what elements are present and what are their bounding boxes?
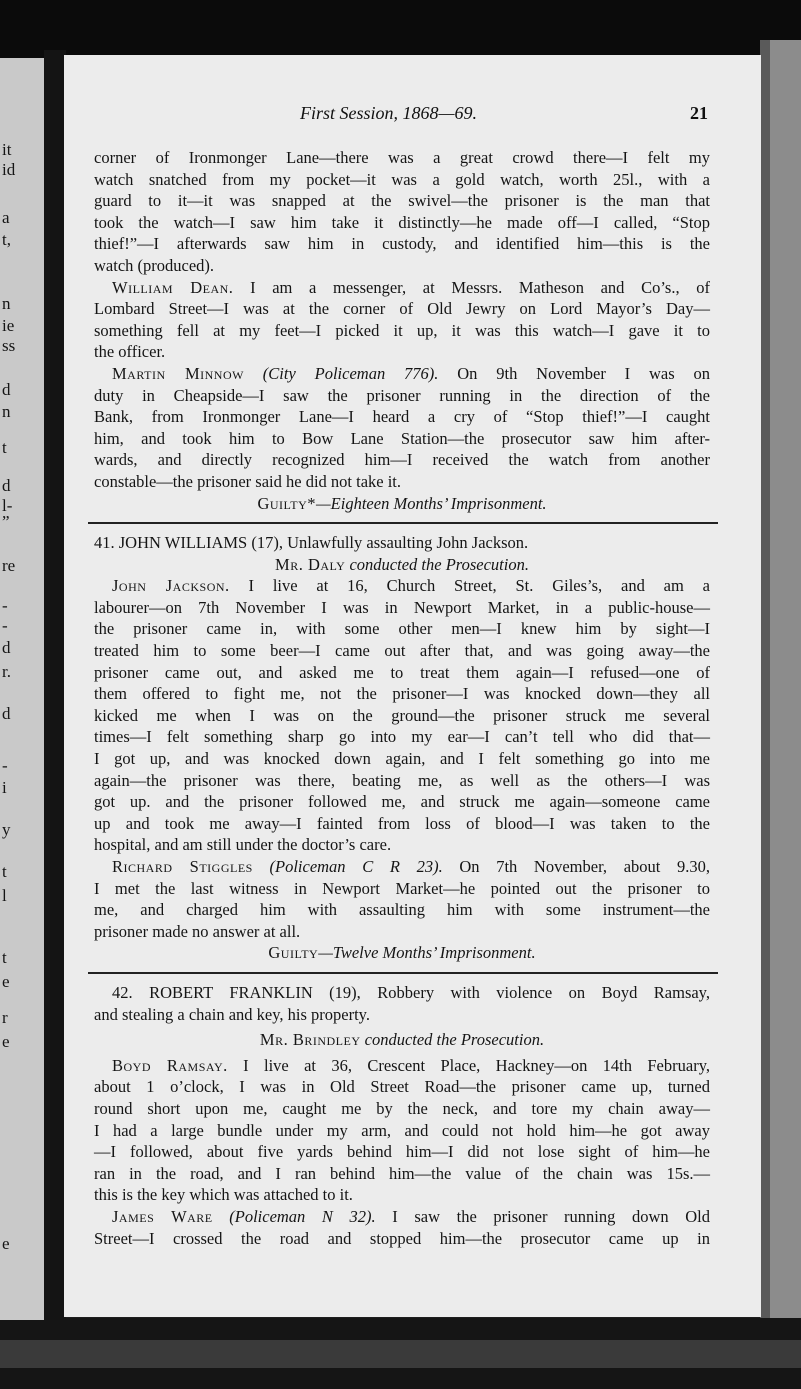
text-line: again—the prisoner was there, beating me, as well as the others—I was (94, 770, 710, 790)
text-line: wards, and directly recognized him—I received the watch from another (94, 450, 710, 470)
verdict-label: Guilty (268, 943, 319, 963)
testimony-text: I saw the prisoner running down Old (392, 1206, 710, 1226)
testimony-text: On 9th November I was on (457, 363, 711, 383)
facing-page-fragment: d (2, 380, 11, 399)
facing-page-fragment: d (2, 638, 11, 657)
facing-page-fragment: ” (2, 512, 10, 531)
witness-role: (City Policeman 776). (262, 363, 439, 383)
text-line: got up. and the prisoner followed me, and struck me again—someone came (94, 792, 710, 812)
facing-page-fragment: ss (2, 336, 16, 355)
counsel-line (94, 554, 710, 576)
verdict (94, 942, 710, 964)
facing-page-fragment: t (2, 948, 7, 967)
page-number: 21 (690, 103, 708, 123)
text-line: guard to it—it was snapped at the swivel—the prisoner is the man that (94, 191, 710, 211)
text-line: hospital, and am still under the doctor’s care. (94, 835, 392, 855)
page-body (94, 147, 710, 1249)
facing-page-fragment: - (2, 756, 8, 775)
case-continuation (94, 147, 710, 514)
facing-page-fragment: e (2, 1032, 10, 1051)
text-line (94, 856, 710, 878)
book-gutter (44, 50, 66, 1320)
text-line: the prisoner came in, with some other men—I knew him by sight—I (94, 619, 710, 639)
witness-name: William Dean. (112, 277, 234, 297)
counsel-name: Mr. Brindley (259, 1030, 361, 1050)
witness-paragraph (94, 1206, 710, 1249)
case-41 (94, 532, 710, 964)
text-line: times—I felt something sharp go into my ear—I can’t tell who did that— (94, 727, 710, 747)
facing-page-fragment: y (2, 820, 11, 839)
facing-page-fragment: d (2, 704, 11, 723)
facing-page-fragment: r. (2, 662, 11, 681)
text-line: I had a large bundle under my arm, and could not hold him—he got away (94, 1120, 710, 1140)
page-header (64, 103, 761, 129)
witness-paragraph (94, 363, 710, 493)
facing-page-fragment: e (2, 1234, 10, 1253)
scan-bottom-strip (0, 1340, 801, 1368)
text-line: duty in Cheapside—I saw the prisoner running in the direction of the (94, 385, 710, 405)
facing-page-fragment: n (2, 402, 11, 421)
text-line: the officer. (94, 342, 166, 362)
text-line (94, 1206, 710, 1228)
section-divider (88, 972, 718, 974)
case-title-line: and stealing a chain and key, his property. (94, 1004, 370, 1024)
witness-paragraph (94, 575, 710, 856)
text-line: about 1 o’clock, I was in Old Street Road—the prisoner came up, turned (94, 1077, 710, 1097)
text-line: me, and charged him with assaulting him with some instrument—the (94, 900, 710, 920)
text-line: round short upon me, caught me by the neck, and tore my chain away— (94, 1098, 710, 1118)
facing-page-fragment: n (2, 294, 11, 313)
text-line: Lombard Street—I was at the corner of Old Jewry on Lord Mayor’s Day— (94, 299, 710, 319)
facing-page-fragment: l- (2, 496, 13, 515)
text-line: prisoner came out, and asked me to treat them again—I refused—one of (94, 662, 710, 682)
facing-page-fragment: l (2, 886, 7, 905)
text-line (94, 277, 710, 299)
text-line: ran in the road, and I ran behind him—the value of the chain was 15s.— (94, 1163, 710, 1183)
text-line: watch (produced). (94, 255, 215, 275)
facing-page-fragment: re (2, 556, 16, 575)
witness-role: (Policeman N 32). (229, 1206, 376, 1226)
text-line: —I followed, about five yards behind him—I did not lose sight of him—he (94, 1142, 710, 1162)
text-line: treated him to some beer—I came out after that, and was going away—the (94, 641, 710, 661)
text-line: kicked me when I was on the ground—the prisoner struck me several (94, 705, 710, 725)
text-line: constable—the prisoner said he did not take it. (94, 471, 402, 491)
witness-name: John Jackson. (112, 576, 230, 596)
facing-page-fragment: - (2, 596, 8, 615)
text-line: I got up, and was knocked down again, and I felt something go into me (94, 749, 710, 769)
text-line: labourer—on 7th November I was in Newport Market, in a public-house— (94, 597, 710, 617)
testimony-text: I live at 36, Crescent Place, Hackney—on 14th February, (243, 1055, 711, 1075)
text-line (94, 363, 710, 385)
facing-page-fragment: i (2, 778, 7, 797)
text-line: prisoner made no answer at all. (94, 921, 301, 941)
text-line: up and took me away—I fainted from loss of blood—I was taken to the (94, 813, 710, 833)
case-title: 41. JOHN WILLIAMS (17), Unlawfully assaulting John Jackson. (94, 533, 529, 553)
testimony-text: On 7th November, about 9.30, (459, 857, 711, 876)
running-head: First Session, 1868—69. (300, 103, 478, 123)
text-line: Street—I crossed the road and stopped him—the prosecutor came up in (94, 1228, 710, 1248)
text-line: thief!”—I afterwards saw him in custody, and identified him—this is the (94, 234, 710, 254)
witness-paragraph (94, 1055, 710, 1206)
text-line (94, 575, 710, 597)
facing-page-fragment: ie (2, 316, 15, 335)
witness-name: Richard Stiggles (112, 857, 253, 876)
scan-right-edge-light (770, 40, 801, 1330)
verdict-sentence: —Twelve Months’ Imprisonment. (318, 943, 536, 963)
witness-paragraph (94, 856, 710, 942)
facing-page-fragment: d (2, 476, 11, 495)
text-line: something fell at my feet—I picked it up, it was this watch—I gave it to (94, 320, 710, 340)
facing-page-fragment: id (2, 160, 16, 179)
facing-page-fragment: t (2, 862, 7, 881)
text-line: this is the key which was attached to it. (94, 1185, 353, 1205)
facing-page-fragment: a (2, 208, 10, 227)
verdict-sentence: —Eighteen Months’ Imprisonment. (316, 493, 547, 513)
witness-name: James Ware (112, 1206, 213, 1226)
document-page (64, 55, 761, 1317)
text-line: I met the last witness in Newport Market—he pointed out the prisoner to (94, 878, 710, 898)
scan-top-border (0, 0, 801, 58)
facing-page-fragment: t (2, 438, 7, 457)
witness-name: Martin Minnow (112, 363, 244, 383)
paragraph (94, 147, 710, 277)
case-42 (94, 982, 710, 1249)
case-title-line: 42. ROBERT FRANKLIN (19), Robbery with violence on Boyd Ramsay, (112, 982, 710, 1002)
text-line: Bank, from Ironmonger Lane—I heard a cry of “Stop thief!”—I caught (94, 407, 710, 427)
witness-name: Boyd Ramsay. (112, 1055, 228, 1075)
text-line (94, 1055, 710, 1077)
verdict (94, 493, 710, 515)
counsel-name: Mr. Daly (275, 554, 346, 574)
witness-role: (Policeman C R 23). (269, 857, 443, 876)
counsel-text: conducted the Prosecution. (349, 554, 529, 574)
facing-page-edge (0, 58, 46, 1320)
section-divider (88, 522, 718, 524)
facing-page-fragment: - (2, 616, 8, 635)
verdict-label: Guilty* (257, 493, 317, 513)
testimony-text: I am a messenger, at Messrs. Matheson and Co’s., of (250, 277, 710, 297)
testimony-text: I live at 16, Church Street, St. Giles’s, and am a (248, 576, 711, 596)
text-line: watch snatched from my pocket—it was a gold watch, worth 25l., with a (94, 169, 710, 189)
facing-page-fragment: t, (2, 230, 11, 249)
counsel-line (94, 1029, 710, 1051)
text-line: corner of Ironmonger Lane—there was a great crowd there—I felt my (94, 148, 710, 167)
counsel-text: conducted the Prosecution. (364, 1030, 545, 1050)
facing-page-fragment: r (2, 1008, 8, 1027)
text-line: him, and took him to Bow Lane Station—the prosecutor saw him after- (94, 428, 710, 448)
text-line: them offered to fight me, not the prisoner—I was knocked down—they all (94, 684, 710, 704)
witness-paragraph (94, 277, 710, 363)
facing-page-fragment: it (2, 140, 12, 159)
facing-page-fragment: e (2, 972, 10, 991)
text-line: took the watch—I saw him take it distinctly—he made off—I called, “Stop (94, 212, 710, 232)
